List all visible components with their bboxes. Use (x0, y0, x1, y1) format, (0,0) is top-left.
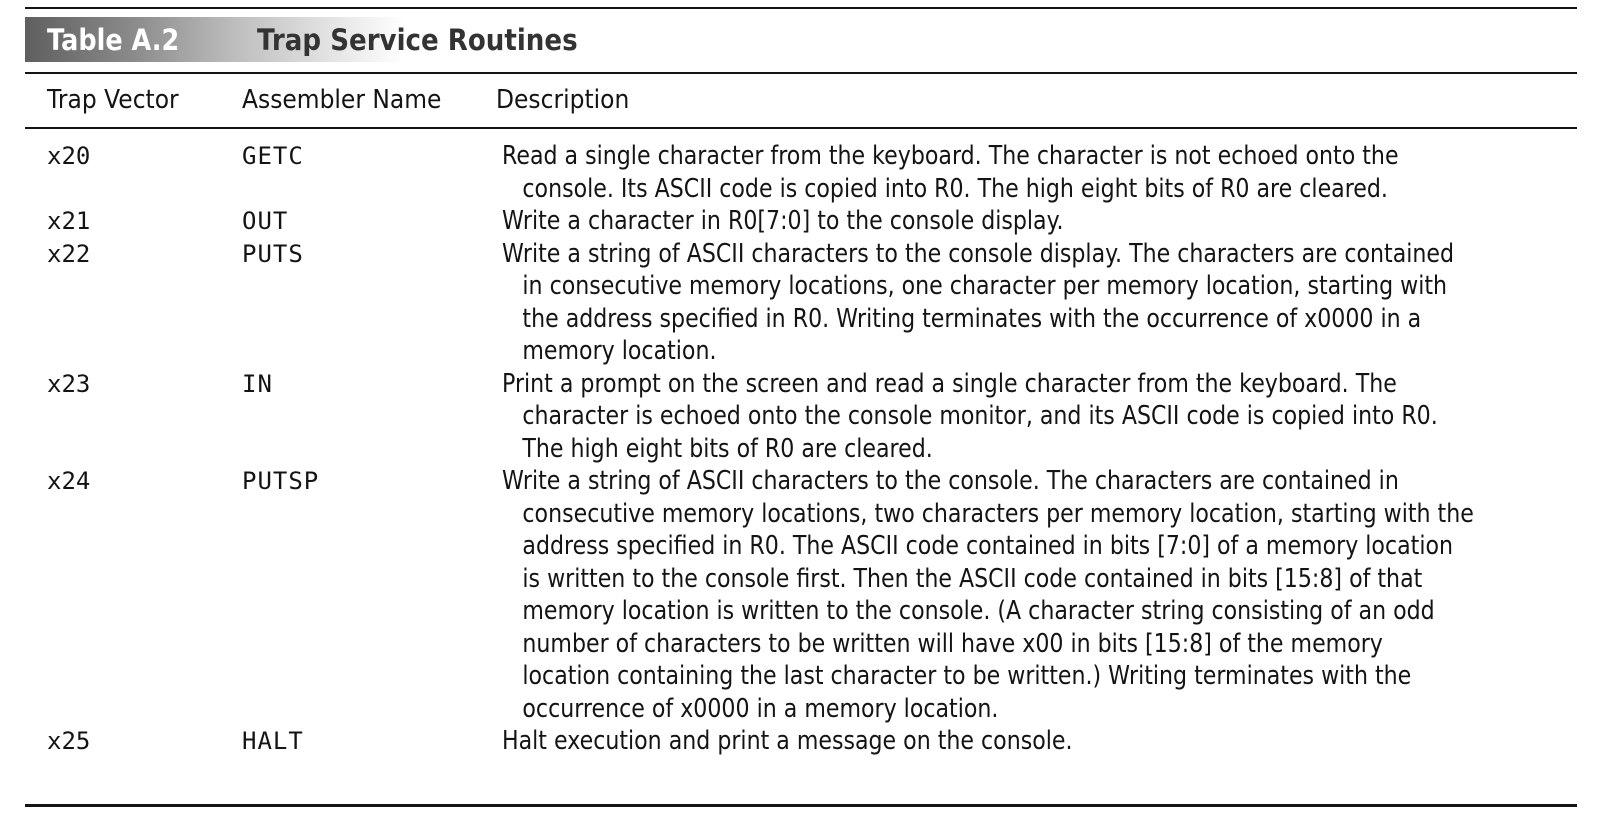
assembler-name-cell: IN (242, 369, 273, 398)
description-line: location containing the last character to be written.) Writing terminates with the (522, 661, 1412, 691)
trap-vector-cell: x25 (47, 727, 91, 755)
header-rule (25, 127, 1577, 129)
description-line: Write a character in R0[7:0] to the console display. (502, 206, 1064, 236)
assembler-name-cell: GETC (242, 142, 304, 170)
description-line: is written to the console first. Then the ASCII code contained in bits [15:8] of that (522, 563, 1423, 594)
table-row (25, 725, 1577, 758)
description-cell (502, 238, 1618, 368)
table-row (25, 465, 1577, 725)
description-line: consecutive memory locations, two characters per memory location, starting with the (522, 498, 1474, 529)
trap-routines-table (25, 0, 1577, 824)
description-cell (502, 725, 1618, 758)
description-line: occurrence of x0000 in a memory location. (522, 693, 999, 724)
title-rule (25, 72, 1577, 74)
table-row (25, 238, 1577, 368)
description-line: address specified in R0. The ASCII code contained in bits [7:0] of a memory location (522, 531, 1453, 561)
assembler-name-cell: PUTSP (242, 467, 320, 495)
description-line: memory location. (522, 336, 717, 366)
assembler-name-cell: PUTS (242, 239, 304, 268)
column-header-trap-vector: Trap Vector (47, 85, 179, 115)
trap-vector-cell: x22 (47, 239, 91, 268)
trap-vector-cell: x24 (47, 467, 91, 495)
description-line: Halt execution and print a message on the console. (502, 726, 1073, 756)
table-row (25, 368, 1577, 466)
assembler-name-cell: HALT (242, 727, 304, 755)
trap-vector-cell: x20 (47, 142, 91, 170)
assembler-name-cell: OUT (242, 207, 289, 235)
description-line: Write a string of ASCII characters to the console display. The characters are contained (502, 238, 1455, 269)
column-header-assembler-name: Assembler Name (242, 85, 442, 115)
table-row (25, 140, 1577, 205)
description-cell (502, 465, 1618, 725)
description-cell (502, 205, 1618, 238)
description-line: in consecutive memory locations, one character per memory location, starting with (522, 271, 1448, 301)
trap-vector-cell: x21 (47, 207, 91, 235)
table-row (25, 205, 1577, 238)
column-header-description: Description (496, 85, 630, 115)
description-line: memory location is written to the console. (A character string consisting of an odd (522, 596, 1435, 626)
description-cell (502, 140, 1618, 205)
description-line: console. Its ASCII code is copied into R0. The high eight bits of R0 are cleared. (522, 173, 1388, 204)
bottom-rule (25, 804, 1577, 807)
description-line: Write a string of ASCII characters to the console. The characters are contained in (502, 466, 1399, 496)
description-line: character is echoed onto the console monitor, and its ASCII code is copied into R0. (522, 401, 1438, 431)
description-line: Print a prompt on the screen and read a single character from the keyboard. The (502, 368, 1397, 399)
description-line: number of characters to be written will have x00 in bits [15:8] of the memory (522, 628, 1383, 659)
top-rule (25, 7, 1577, 9)
table-label: Table A.2 (47, 23, 180, 57)
description-line: the address specified in R0. Writing terminates with the occurrence of x0000 in a (522, 303, 1422, 334)
description-cell (502, 368, 1618, 466)
trap-vector-cell: x23 (47, 369, 91, 398)
description-line: Read a single character from the keyboard. The character is not echoed onto the (502, 141, 1399, 171)
description-line: The high eight bits of R0 are cleared. (522, 433, 933, 464)
table-body (25, 140, 1577, 758)
table-title: Trap Service Routines (257, 23, 578, 57)
